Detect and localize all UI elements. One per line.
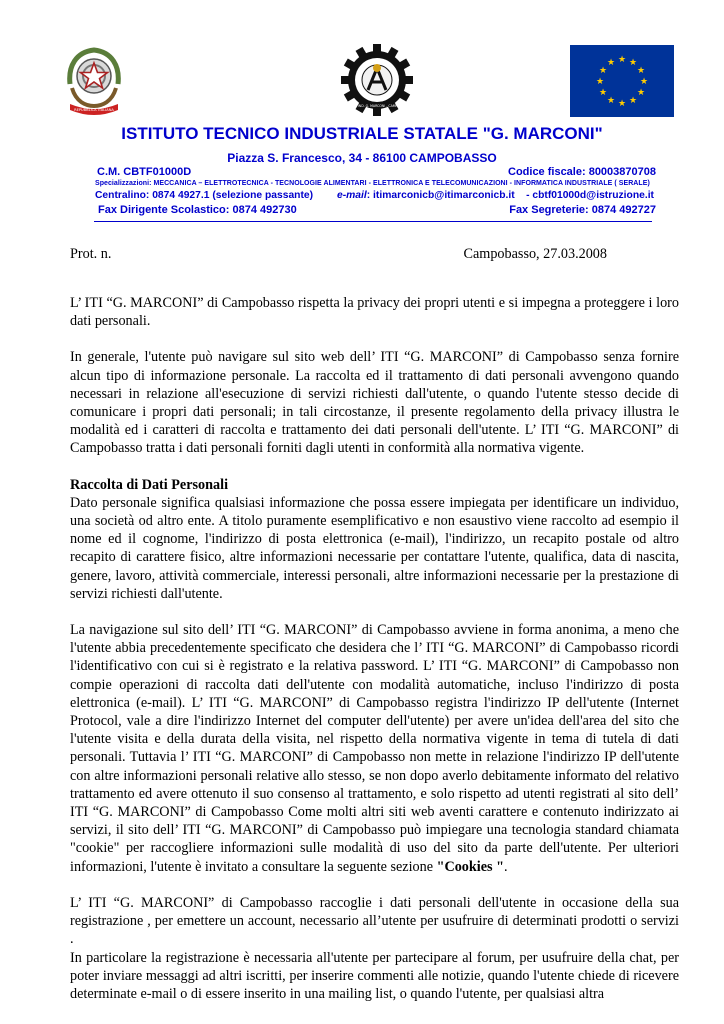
emblem-ribbon-text: REPUBBLICA ITALIANA bbox=[74, 108, 114, 112]
paragraph-definition: Dato personale significa qualsiasi informazione che possa essere impiegata per identificare un individuo, una società od altro ente. A titolo puramente esemplificativo e non esaustivo viene raccolto ad esempio il nome ed il cognome, l'indirizzo di posta elettronica (e-mail), l'indirizzo, un recapito postale od altro recapito di carattere fisico, altre informazioni necessarie per contattare l'utente, qualifica, data di nascita, genere, lavoro, attività commerciale, interessi personali, altre informazioni necessarie per la prestazione di servizi richiesti dall'utente. bbox=[70, 494, 679, 602]
svg-text:★: ★ bbox=[598, 66, 608, 76]
svg-text:★: ★ bbox=[636, 88, 646, 98]
school-title: ISTITUTO TECNICO INDUSTRIALE STATALE "G. MARCONI" bbox=[121, 124, 603, 143]
svg-text:★: ★ bbox=[639, 77, 649, 87]
school-gear-logo-icon bbox=[338, 44, 416, 116]
section-heading: Raccolta di Dati Personali bbox=[70, 476, 229, 493]
fax-dirigente: Fax Dirigente Scolastico: 0874 492730 bbox=[98, 204, 297, 216]
protocol-number: Prot. n. bbox=[70, 246, 112, 262]
specializations: Specializzazioni: MECCANICA – ELETTROTECNICA - TECNOLOGIE ALIMENTARI - ELETTRONICA E TELECOMUNICAZIONI - INFORMATICA INDUSTRIALE ( SERALE) bbox=[95, 180, 650, 187]
email-label: e-mail bbox=[337, 190, 367, 201]
svg-text:★: ★ bbox=[617, 99, 627, 109]
svg-text:★: ★ bbox=[606, 96, 616, 106]
phone-centralino: Centralino: 0874 4927.1 (selezione passante) bbox=[95, 190, 314, 201]
email-address: : itimarconicb@itimarconicb.it bbox=[366, 190, 515, 201]
repubblica-italiana-emblem-icon bbox=[66, 44, 122, 116]
svg-text:★: ★ bbox=[628, 58, 638, 68]
codice-meccanografico: C.M. CBTF01000D bbox=[97, 166, 192, 178]
header-divider bbox=[94, 221, 652, 222]
svg-text:★: ★ bbox=[606, 58, 616, 68]
paragraph-intro: L’ ITI “G. MARCONI” di Campobasso rispetta la privacy dei propri utenti e si impegna a proteggere i loro dati personali. bbox=[70, 295, 679, 330]
cookies-reference: "Cookies " bbox=[436, 858, 504, 875]
pec-email: - cbtf01000d@istruzione.it bbox=[526, 190, 654, 201]
school-seal-text: IST. TEC. IND. G. MARCONI - CAMPOBASSO bbox=[343, 104, 411, 108]
codice-fiscale: Codice fiscale: 80003870708 bbox=[508, 166, 656, 178]
svg-text:★: ★ bbox=[617, 55, 627, 65]
place-date: Campobasso, 27.03.2008 bbox=[463, 246, 607, 262]
paragraph-navigation-end: . bbox=[503, 858, 508, 875]
eu-flag-icon bbox=[570, 45, 674, 117]
email-line bbox=[337, 190, 515, 201]
paragraph-navigation bbox=[70, 621, 679, 876]
letter-body bbox=[70, 294, 679, 1003]
paragraph-general: In generale, l'utente può navigare sul sito web dell’ ITI “G. MARCONI” di Campobasso senza fornire alcun tipo di informazione personale. La raccolta ed il trattamento di dati personali avvengono quando necessari in relazione all'esecuzione di servizi richiesti dall'utente, o quando l'utente stesso decide di comunicare i propri dati personali; in tali circostanze, il presente regolamento della privacy illustra le modalità ed i caratteri di raccolta e trattamento dei dati personali dell'utente. L’ ITI “G. MARCONI” di Campobasso tratta i dati personali forniti dagli utenti in conformità alla normativa vigente. bbox=[70, 349, 679, 457]
school-address: Piazza S. Francesco, 34 - 86100 CAMPOBASSO bbox=[227, 151, 497, 165]
paragraph-registration: L’ ITI “G. MARCONI” di Campobasso raccoglie i dati personali dell'utente in occasione della sua registrazione , per emettere un account, necessario all’utente per usufruire di determinati prodotti o servizi . bbox=[70, 894, 679, 948]
svg-text:★: ★ bbox=[628, 96, 638, 106]
paragraph-navigation-text: La navigazione sul sito dell’ ITI “G. MARCONI” di Campobasso avviene in forma anonima, a meno che l'utente abbia precedentemente specificato che desidera che l’ ITI “G. MARCONI” di Campobasso ricordi l'identificativo con cui si è registrato e la relativa password. L’ ITI “G. MARCONI” di Campobasso non compie operazioni di raccolta dati dell'utente con modalità automatiche, incluso l'indirizzo di posta elettronica (e-mail). L’ ITI “G. MARCONI” di Campobasso registra l'indirizzo IP dell'utente (Internet Protocol, vale a dire l'indirizzo Internet del computer dell'utente) per avere un'idea dell'area del sito che l'utente visita e della durata della visita, nel rispetto della normativa vigente in tema di tutela di dati personali. Tuttavia l’ ITI “G. MARCONI” di Campobasso non mette in relazione l'indirizzo IP dell'utente con altre informazioni personali relative allo stesso, se non dopo averlo debitamente informato del relativo trattamento ed avere ottenuto il suo consenso al trattamento, e solo rispetto ad utenti registrati al sito dell’ ITI “G. MARCONI” di Campobasso Come molti altri siti web aventi carattere e contenuto indirizzato ai servizi, il sito dell’ ITI “G. MARCONI” di Campobasso può impiegare una tecnologia standard chiamata "cookie" per raccogliere informazioni sulle modalità di uso del sito da parte dell'utente. Per ulteriori informazioni, l'utente è invitato a consultare la seguente sezione bbox=[70, 622, 679, 875]
svg-text:★: ★ bbox=[598, 88, 608, 98]
fax-segreterie: Fax Segreterie: 0874 492727 bbox=[509, 204, 656, 216]
paragraph-registration-details: In particolare la registrazione è necessaria all'utente per partecipare al forum, per usufruire della chat, per poter inviare messaggi ad altri iscritti, per inserire commenti alle notizie, quando l'utente chiede di ricevere determinate e-mail o di essere inserito in una mailing list, o quando l'utente, per qualsiasi altra bbox=[70, 949, 679, 1002]
svg-text:★: ★ bbox=[595, 77, 605, 87]
svg-text:★: ★ bbox=[636, 66, 646, 76]
